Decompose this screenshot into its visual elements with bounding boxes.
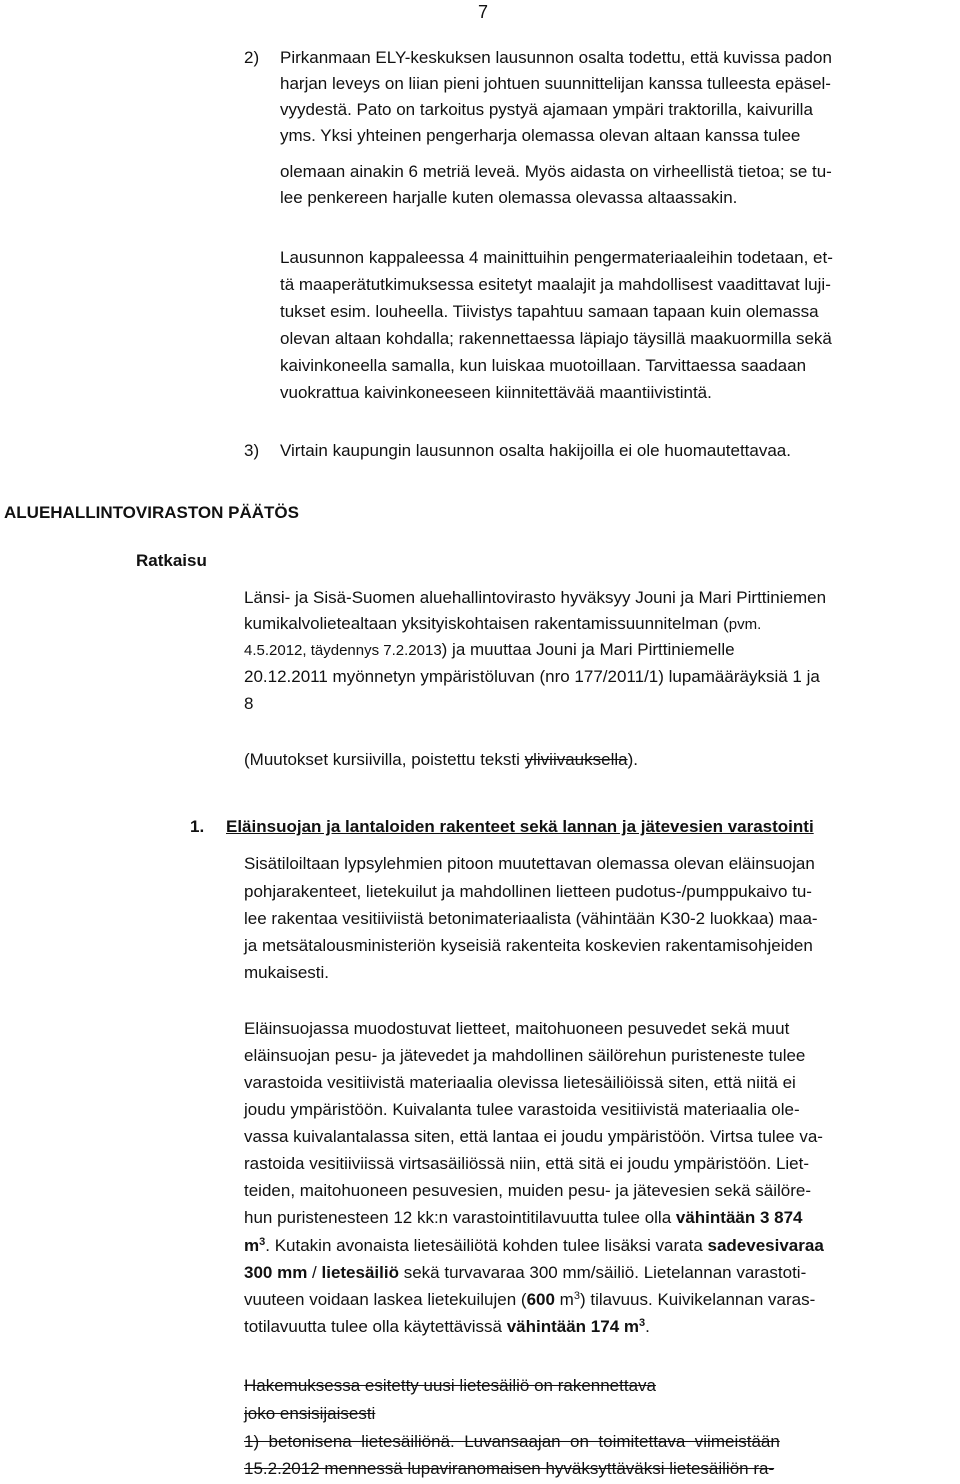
s1-p1-line-3: lee rakentaa vesitiiviistä betonimateriaalista (vähintään K30-2 luokkaa) maa- (244, 909, 818, 928)
s1-p2-line-6: rastoida vesitiiviissä virtsasäiliössä niin, että sitä ei joudu ympäristöön. Liet- (244, 1154, 810, 1173)
item-2-line-6: lee penkereen harjalle kuten olemassa olevassa altaassakin. (280, 188, 738, 207)
s1-p2-line-11: vuuteen voidaan laskea lietekuilujen (600 $m^3$) tilavuus. Kuivikelannan varas- (244, 1290, 816, 1309)
item-2-number: 2) (244, 48, 260, 67)
struck-line-4: 15.2.2012 mennessä lupaviranomaisen hyväksyttäväksi lietesäiliön ra- (244, 1459, 775, 1478)
s1-p2-line-9: $m^3$. Kutakin avonaista lietesäiliötä kohden tulee lisäksi varata sadevesivaraa (244, 1236, 824, 1255)
decision-line-4: 20.12.2011 myönnetyn ympäristöluvan (nro 177/2011/1) lupamääräyksiä 1 ja (244, 667, 820, 686)
section-title: ALUEHALLINTOVIRASTON PÄÄTÖS (4, 503, 299, 522)
s1-p1-line-1: Sisätiloiltaan lypsylehmien pitoon muutettavan olemassa olevan eläinsuojan (244, 854, 815, 873)
item-2-para-2-line-5: kaivinkoneella samalla, kun luiskaa muotoillaan. Tarvittaessa saadaan (280, 356, 807, 375)
struck-line-3: 1) betonisena lietesäiliönä. Luvansaajan on toimitettava viimeistään (244, 1432, 780, 1451)
page-number: 7 (478, 2, 489, 22)
item-2-line-4: yms. Yksi yhteinen pengerharja olemassa olevan altaan kanssa tulee (280, 126, 801, 145)
s1-p2-line-7: teiden, maitohuoneen pesuvesien, muiden pesu- ja jätevesien sekä säilöre- (244, 1181, 812, 1200)
item-2-para-2-line-1: Lausunnon kappaleessa 4 mainittuihin pengermateriaaleihin todetaan, et- (280, 248, 833, 267)
item-2-para-2-line-3: tukset esim. louheella. Tiivistys tapahtuu samaan tapaan kuin olemassa (280, 302, 819, 321)
s1-p2-line-12: totilavuutta tulee olla käytettävissä vähintään 174 $m^3$. (244, 1317, 650, 1336)
s1-p2-line-10: 300 mm / lietesäiliö sekä turvavaraa 300 mm/säiliö. Lietelannan varastoti- (244, 1263, 807, 1282)
item-2-line-5: olemaan ainakin 6 metriä leveä. Myös aidasta on virheellistä tietoa; se tu- (280, 162, 832, 181)
decision-line-5: 8 (244, 694, 254, 713)
item-2-line-2: harjan leveys on liian pieni johtuen suunnittelijan kanssa tulleesta epäsel- (280, 74, 831, 93)
item-2-para-2-line-2: tä maaperätutkimuksessa esitetyt maalajit ja mahdollisest vaadittavat luji- (280, 275, 831, 294)
item-2-para-2-line-4: olevan altaan kohdalla; rakennettaessa läpiajo täysillä maakuormilla sekä (280, 329, 832, 348)
struck-line-2: joko ensisijaisesti (244, 1404, 376, 1423)
section-1-number: 1. (190, 817, 205, 836)
item-3-text: Virtain kaupungin lausunnon osalta hakijoilla ei ole huomautettavaa. (280, 441, 791, 460)
decision-line-2: kumikalvolietealtaan yksityiskohtaisen rakentamissuunnitelman (pvm. (244, 614, 762, 633)
s1-p1-line-2: pohjarakenteet, lietekuilut ja mahdollinen lietteen pudotus-/pumppukaivo tu- (244, 882, 812, 901)
item-2-line-3: vyydestä. Pato on tarkoitus pystyä ajamaan ympäri traktorilla, kaivurilla (280, 100, 813, 119)
item-2-line-1: Pirkanmaan ELY-keskuksen lausunnon osalta todettu, että kuvissa padon (280, 48, 832, 67)
changes-note: (Muutokset kursiivilla, poistettu teksti yliviivauksella). (244, 750, 638, 769)
s1-p1-line-5: mukaisesti. (244, 963, 330, 982)
struck-line-1: Hakemuksessa esitetty uusi lietesäiliö on rakennettava (244, 1376, 656, 1395)
item-2-para-2-line-6: vuokrattua kaivinkoneeseen kiinnitettävää maantiivistintä. (280, 383, 712, 402)
s1-p1-line-4: ja metsätalousministeriön kyseisiä rakenteita koskevien rakentamisohjeiden (244, 936, 813, 955)
section-1-title: Eläinsuojan ja lantaloiden rakenteet sekä lannan ja jätevesien varastointi (226, 817, 814, 836)
s1-p2-line-2: eläinsuojan pesu- ja jätevedet ja mahdollinen säilörehun puristeneste tulee (244, 1046, 806, 1065)
item-3-number: 3) (244, 441, 260, 460)
decision-line-1: Länsi- ja Sisä-Suomen aluehallintovirasto hyväksyy Jouni ja Mari Pirttiniemen (244, 588, 827, 607)
s1-p2-line-5: vassa kuivalantalassa siten, että lantaa ei joudu ympäristöön. Virtsa tulee va- (244, 1127, 823, 1146)
s1-p2-line-8: hun puristenesteen 12 kk:n varastointitilavuutta tulee olla vähintään 3 874 (244, 1208, 803, 1227)
s1-p2-line-4: joudu ympäristöön. Kuivalanta tulee varastoida vesitiivistä materiaalia ole- (244, 1100, 800, 1119)
s1-p2-line-1: Eläinsuojassa muodostuvat lietteet, maitohuoneen pesuvedet sekä muut (244, 1019, 790, 1038)
subsection-title: Ratkaisu (136, 551, 207, 570)
s1-p2-line-3: varastoida vesitiivistä materiaalia olevissa lietesäiliöissä siten, että niitä ei (244, 1073, 796, 1092)
decision-line-3: 4.5.2012, täydennys 7.2.2013) ja muuttaa Jouni ja Mari Pirttiniemelle (244, 640, 735, 659)
